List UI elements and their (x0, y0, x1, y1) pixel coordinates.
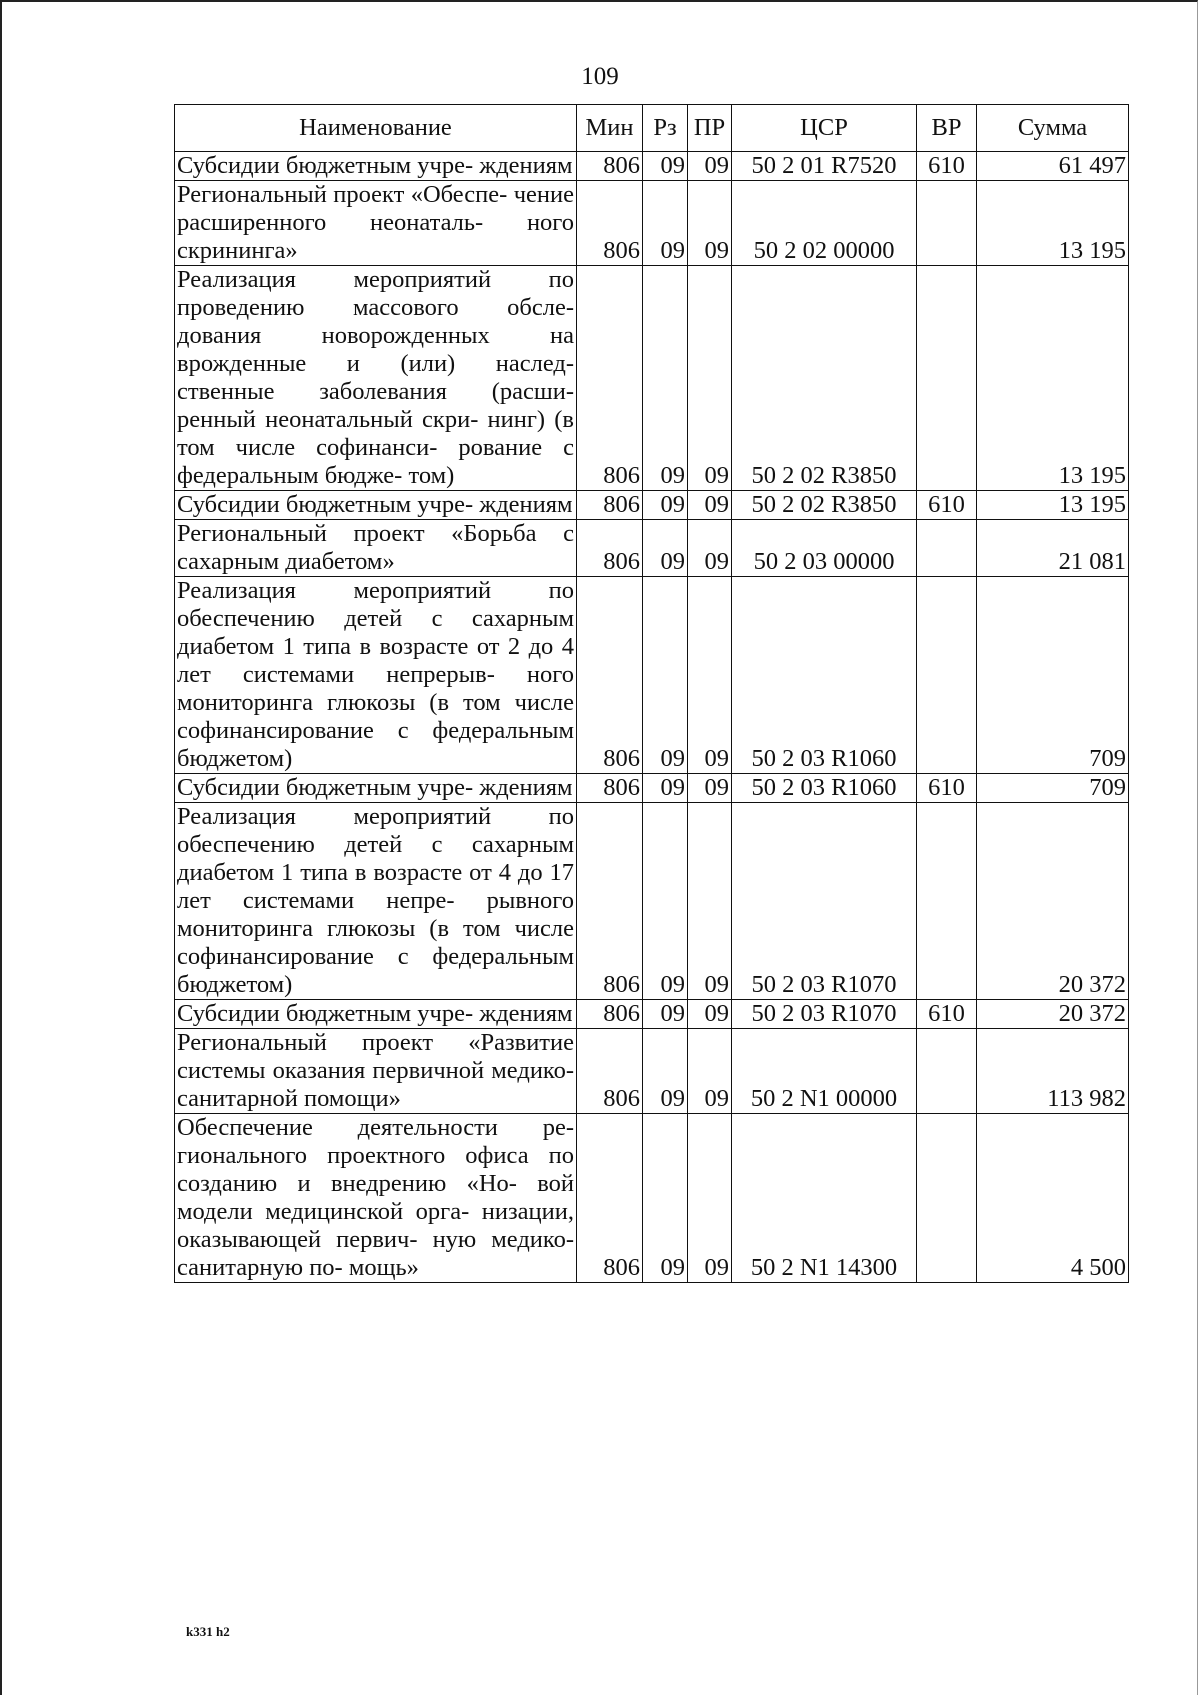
row-rz: 09 (643, 181, 688, 266)
row-vr (917, 266, 977, 491)
row-min: 806 (577, 577, 643, 774)
row-csr: 50 2 03 R1070 (732, 803, 917, 1000)
budget-table (174, 104, 1129, 1283)
row-name: Реализация мероприятий по обеспечению детей с сахарным диабетом 1 типа в возрасте от 2 до 4 лет системами непрерыв- ного мониторинга глюкозы (в том числе софинансирование с федеральным бюджетом) (175, 577, 577, 774)
table-row (175, 577, 1129, 774)
table-row (175, 152, 1129, 181)
header-sum: Сумма (977, 105, 1129, 152)
row-sum: 13 195 (977, 181, 1129, 266)
table-row (175, 1029, 1129, 1114)
row-rz: 09 (643, 774, 688, 803)
row-sum: 709 (977, 774, 1129, 803)
row-vr (917, 181, 977, 266)
row-sum: 20 372 (977, 803, 1129, 1000)
row-rz: 09 (643, 491, 688, 520)
row-csr: 50 2 02 R3850 (732, 266, 917, 491)
row-pr: 09 (688, 1000, 732, 1029)
row-vr (917, 520, 977, 577)
row-sum: 13 195 (977, 491, 1129, 520)
row-name: Реализация мероприятий по обеспечению детей с сахарным диабетом 1 типа в возрасте от 4 до 17 лет системами непре- рывного мониторинга глюкозы (в том числе софинансирование с федеральным бюджетом) (175, 803, 577, 1000)
row-name: Региональный проект «Обеспе- чение расширенного неонаталь- ного скрининга» (175, 181, 577, 266)
table-row (175, 181, 1129, 266)
row-rz: 09 (643, 520, 688, 577)
row-min: 806 (577, 181, 643, 266)
row-sum: 21 081 (977, 520, 1129, 577)
row-pr: 09 (688, 1029, 732, 1114)
header-rz: Рз (643, 105, 688, 152)
row-csr: 50 2 03 R1070 (732, 1000, 917, 1029)
row-pr: 09 (688, 803, 732, 1000)
row-rz: 09 (643, 266, 688, 491)
row-pr: 09 (688, 152, 732, 181)
row-min: 806 (577, 1029, 643, 1114)
row-min: 806 (577, 152, 643, 181)
row-csr: 50 2 03 00000 (732, 520, 917, 577)
row-sum: 4 500 (977, 1114, 1129, 1283)
row-name: Субсидии бюджетным учре- ждениям (175, 152, 577, 181)
row-name: Субсидии бюджетным учре- ждениям (175, 1000, 577, 1029)
header-vr: ВР (917, 105, 977, 152)
row-csr: 50 2 02 R3850 (732, 491, 917, 520)
row-vr (917, 1114, 977, 1283)
row-csr: 50 2 03 R1060 (732, 774, 917, 803)
row-sum: 61 497 (977, 152, 1129, 181)
table-row (175, 1000, 1129, 1029)
row-name: Региональный проект «Борьба с сахарным диабетом» (175, 520, 577, 577)
table-row (175, 491, 1129, 520)
row-min: 806 (577, 266, 643, 491)
header-pr: ПР (688, 105, 732, 152)
document-code: k331 h2 (186, 1624, 230, 1639)
row-rz: 09 (643, 1114, 688, 1283)
header-name: Наименование (175, 105, 577, 152)
table-row (175, 1114, 1129, 1283)
row-csr: 50 2 N1 00000 (732, 1029, 917, 1114)
row-min: 806 (577, 774, 643, 803)
table-row (175, 774, 1129, 803)
row-vr (917, 1029, 977, 1114)
row-csr: 50 2 02 00000 (732, 181, 917, 266)
row-vr: 610 (917, 152, 977, 181)
row-csr: 50 2 03 R1060 (732, 577, 917, 774)
row-pr: 09 (688, 520, 732, 577)
row-min: 806 (577, 491, 643, 520)
row-sum: 709 (977, 577, 1129, 774)
row-csr: 50 2 N1 14300 (732, 1114, 917, 1283)
row-vr: 610 (917, 774, 977, 803)
row-min: 806 (577, 520, 643, 577)
row-pr: 09 (688, 266, 732, 491)
row-vr: 610 (917, 491, 977, 520)
row-name: Региональный проект «Развитие системы оказания первичной медико-санитарной помощи» (175, 1029, 577, 1114)
row-min: 806 (577, 803, 643, 1000)
row-vr (917, 803, 977, 1000)
row-vr: 610 (917, 1000, 977, 1029)
table-row (175, 266, 1129, 491)
row-rz: 09 (643, 1000, 688, 1029)
table-header-row (175, 105, 1129, 152)
row-pr: 09 (688, 181, 732, 266)
row-name: Реализация мероприятий по проведению массового обсле- дования новорожденных на врожденные и (или) наслед- ственные заболевания (расши- ренный неонатальный скри- нинг) (в том числе софинанси- рование с федеральным бюдже- том) (175, 266, 577, 491)
row-pr: 09 (688, 774, 732, 803)
header-min: Мин (577, 105, 643, 152)
row-name: Субсидии бюджетным учре- ждениям (175, 774, 577, 803)
table-row (175, 520, 1129, 577)
row-sum: 20 372 (977, 1000, 1129, 1029)
row-csr: 50 2 01 R7520 (732, 152, 917, 181)
row-pr: 09 (688, 491, 732, 520)
row-sum: 113 982 (977, 1029, 1129, 1114)
row-pr: 09 (688, 577, 732, 774)
row-rz: 09 (643, 152, 688, 181)
row-rz: 09 (643, 1029, 688, 1114)
row-name: Субсидии бюджетным учре- ждениям (175, 491, 577, 520)
row-name: Обеспечение деятельности ре- гионального проектного офиса по созданию и внедрению «Но- вой модели медицинской орга- низации, оказывающей первич- ную медико-санитарную по- мощь» (175, 1114, 577, 1283)
row-min: 806 (577, 1114, 643, 1283)
row-rz: 09 (643, 803, 688, 1000)
row-min: 806 (577, 1000, 643, 1029)
row-pr: 09 (688, 1114, 732, 1283)
page-number: 109 (581, 63, 619, 90)
row-vr (917, 577, 977, 774)
header-csr: ЦСР (732, 105, 917, 152)
row-rz: 09 (643, 577, 688, 774)
table-row (175, 803, 1129, 1000)
row-sum: 13 195 (977, 266, 1129, 491)
